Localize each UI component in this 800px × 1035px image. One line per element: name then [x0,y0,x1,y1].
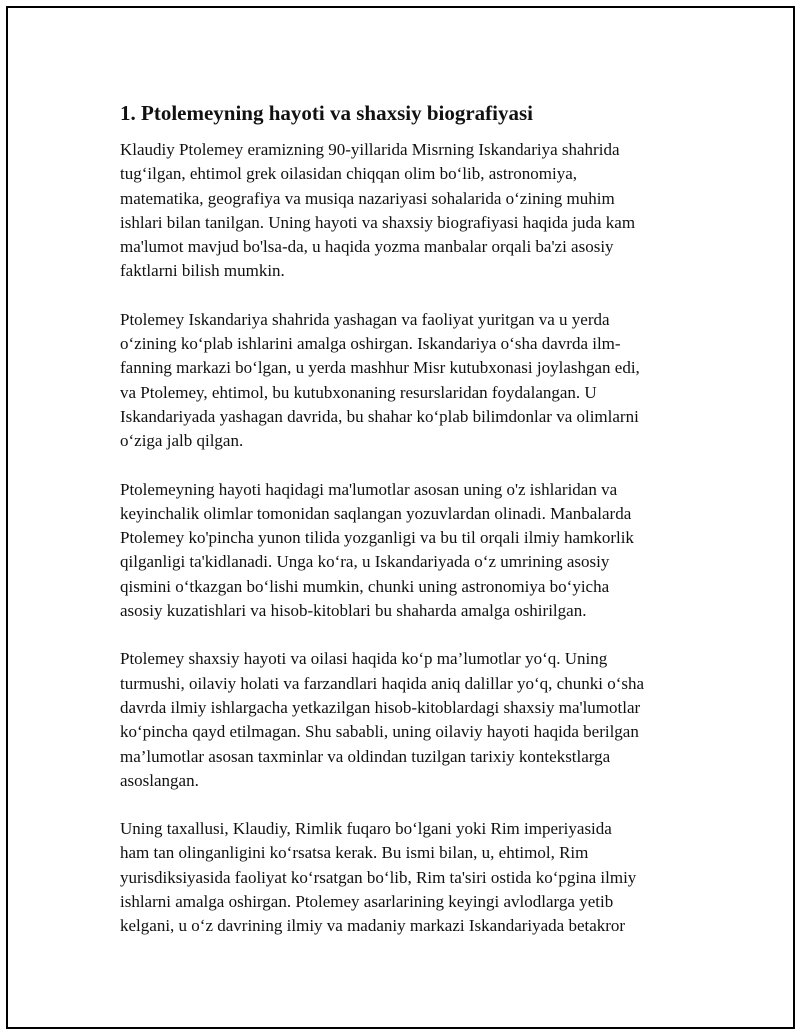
text-line: faktlarni bilish mumkin. [120,261,285,281]
text-line: fanning markazi bo‘lgan, u yerda mashhur Misr kutubxonasi joylashgan edi, [120,358,640,378]
text-line: o‘ziga jalb qilgan. [120,431,244,451]
text-line: Iskandariyada yashagan davrida, bu shahar ko‘plab bilimdonlar va olimlarni [120,406,639,426]
text-line: davrda ilmiy ishlargacha yetkazilgan hisob-kitoblardagi shaxsiy ma'lumotlar [120,697,641,717]
text-line: va Ptolemey, ehtimol, bu kutubxonaning resurslaridan foydalangan. U [120,382,597,402]
paragraph-5 [120,817,680,938]
text-line: Uning taxallusi, Klaudiy, Rimlik fuqaro bo‘lgani yoki Rim imperiyasida [120,819,612,839]
document-page [6,6,795,1029]
paragraph-4 [120,647,680,793]
paragraph-3 [120,478,680,624]
text-line: keyinchalik olimlar tomonidan saqlangan yozuvlardan olinadi. Manbalarda [120,503,632,523]
text-line: tug‘ilgan, ehtimol grek oilasidan chiqqan olim bo‘lib, astronomiya, [120,164,578,184]
text-line: qilganligi ta'kidlanadi. Unga ko‘ra, u Iskandariyada o‘z umrining asosiy [120,552,610,572]
text-line: ishlari bilan tanilgan. Uning hayoti va shaxsiy biografiyasi haqida juda kam [120,212,636,232]
text-line: ma’lumotlar asosan taxminlar va oldindan tuzilgan tarixiy kontekstlarga [120,746,611,766]
text-line: Ptolemeyning hayoti haqidagi ma'lumotlar asosan uning o'z ishlaridan va [120,479,618,499]
text-line: ishlarni amalga oshirgan. Ptolemey asarlarining keyingi avlodlarga yetib [120,892,614,912]
text-line: matematika, geografiya va musiqa nazariyasi sohalarida o‘zining muhim [120,188,615,208]
paragraph-2 [120,308,680,454]
text-line: Ptolemey shaxsiy hayoti va oilasi haqida ko‘p ma’lumotlar yo‘q. Uning [120,649,608,669]
text-line: kelgani, u o‘z davrining ilmiy va madaniy markazi Iskandariyada betakror [120,916,626,936]
text-line: turmushi, oilaviy holati va farzandlari haqida aniq dalillar yo‘q, chunki o‘sha [120,673,645,693]
text-line: yurisdiksiyasida faoliyat ko‘rsatgan bo‘lib, Rim ta'siri ostida ko‘pgina ilmiy [120,867,637,887]
text-line: ma'lumot mavjud bo'lsa-da, u haqida yozma manbalar orqali ba'zi asosiy [120,237,614,257]
document-body [120,99,680,963]
text-line: ko‘pincha qayd etilmagan. Shu sababli, uning oilaviy hayoti haqida berilgan [120,722,639,742]
text-line: asosiy kuzatishlari va hisob-kitoblari bu shaharda amalga oshirilgan. [120,601,587,621]
text-line: Ptolemey Iskandariya shahrida yashagan va faoliyat yuritgan va u yerda [120,309,610,329]
text-line: Ptolemey ko'pincha yunon tilida yozganligi va bu til orqali ilmiy hamkorlik [120,528,634,548]
text-line: Klaudiy Ptolemey eramizning 90-yillarida Misrning Iskandariya shahrida [120,140,620,159]
text-line: asoslangan. [120,770,199,790]
text-line: o‘zining ko‘plab ishlarini amalga oshirgan. Iskandariya o‘sha davrda ilm- [120,334,621,354]
text-line: ham tan olinganligini ko‘rsatsa kerak. Bu ismi bilan, u, ehtimol, Rim [120,843,589,863]
section-heading: 1. Ptolemeyning hayoti va shaxsiy biografiyasi [120,101,534,125]
paragraph-1 [120,138,680,284]
text-line: qismini o‘tkazgan bo‘lishi mumkin, chunki uning astronomiya bo‘yicha [120,576,610,596]
